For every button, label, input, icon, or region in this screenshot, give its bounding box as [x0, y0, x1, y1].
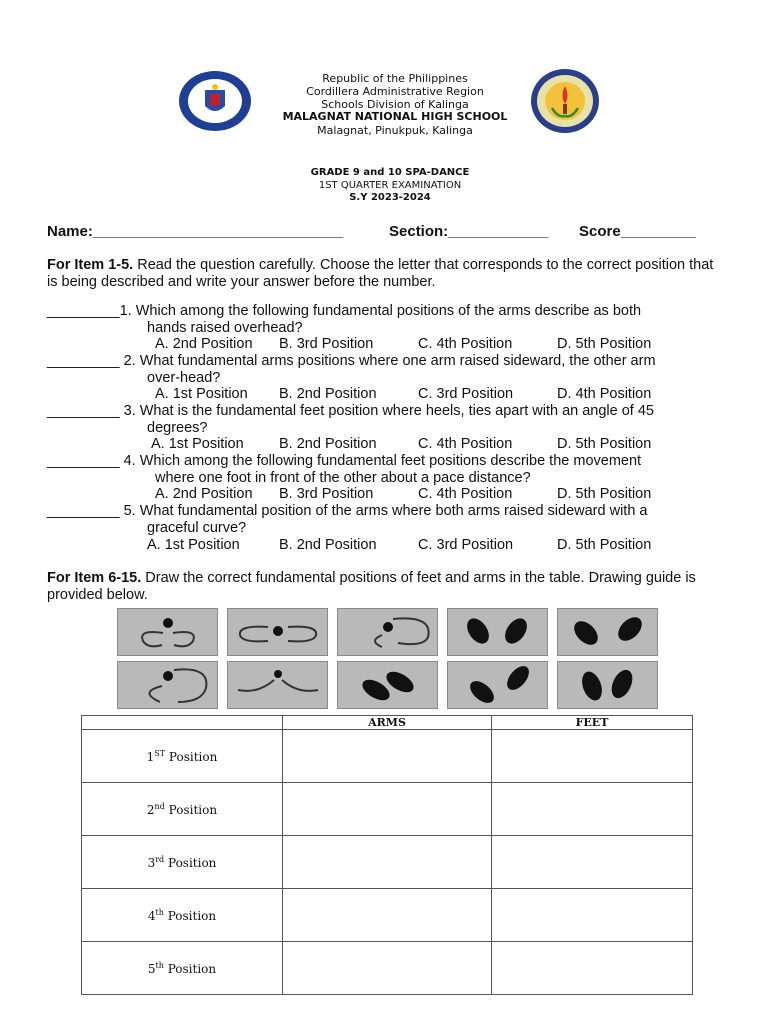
part1-instructions	[47, 257, 727, 291]
question-1-choice-a: A. 2nd Position	[155, 336, 253, 352]
row-num: 3	[147, 855, 156, 870]
header-school-name: MALAGNAT NATIONAL HIGH SCHOOL	[282, 110, 508, 123]
row-sup: rd	[155, 854, 165, 864]
question-1-stem-cont: hands raised overhead?	[147, 320, 303, 336]
feet-cell-2[interactable]	[492, 783, 693, 836]
guide-feet-position-5	[557, 661, 658, 709]
arms-cell-4[interactable]	[283, 889, 492, 942]
guide-feet-position-4	[447, 661, 548, 709]
row-label-4	[82, 889, 283, 942]
part2-text: Draw the correct fundamental positions of feet and arms in the table. Drawing guide is provided below.	[47, 570, 696, 603]
table-row	[82, 942, 693, 995]
header-address: Malagnat, Pinukpuk, Kalinga	[317, 124, 473, 137]
row-sup: th	[155, 907, 164, 917]
question-1-stem[interactable]: _________1. Which among the following fundamental positions of the arms describe as both	[47, 303, 642, 319]
question-3-stem-cont: degrees?	[147, 420, 208, 436]
positions-table	[81, 715, 693, 995]
exam-title: GRADE 9 and 10 SPA-DANCE	[310, 167, 470, 178]
question-4-stem[interactable]: _________ 4. Which among the following fundamental feet positions describe the movement	[47, 453, 642, 469]
arms-cell-3[interactable]	[283, 836, 492, 889]
row-num: 1	[146, 749, 155, 764]
table-row	[82, 730, 693, 783]
score-field[interactable]: Score_________	[579, 223, 696, 240]
header-region: Cordillera Administrative Region	[306, 85, 484, 98]
row-num: 5	[147, 961, 156, 976]
question-4-choice-b: B. 3rd Position	[279, 486, 374, 502]
question-3-choice-b: B. 2nd Position	[279, 436, 377, 452]
exam-school-year: S.Y 2023-2024	[349, 192, 431, 203]
question-4-choice-a: A. 2nd Position	[155, 486, 253, 502]
feet-cell-5[interactable]	[492, 942, 693, 995]
table-header-feet: FEET	[492, 716, 693, 730]
question-5-stem-cont: graceful curve?	[147, 520, 247, 536]
question-3-stem[interactable]: _________ 3. What is the fundamental feet position where heels, ties apart with an angle of 45	[47, 403, 654, 419]
arms-cell-2[interactable]	[283, 783, 492, 836]
table-header-arms: ARMS	[283, 716, 492, 730]
part1-label: For Item 1-5.	[47, 257, 134, 273]
row-label-5	[82, 942, 283, 995]
row-word: Position	[163, 908, 217, 923]
part1-text: Read the question carefully. Choose the letter that corresponds to the correct position that is being described and write your answer before the number.	[47, 257, 714, 290]
section-field[interactable]: Section:____________	[389, 223, 549, 240]
arms-cell-5[interactable]	[283, 942, 492, 995]
row-num: 2	[146, 802, 155, 817]
row-label-3	[82, 836, 283, 889]
question-5-choice-a: A. 1st Position	[147, 537, 240, 553]
question-4-choice-d: D. 5th Position	[557, 486, 652, 502]
guide-feet-position-1	[447, 608, 548, 656]
header-republic: Republic of the Philippines	[322, 72, 468, 85]
question-2-stem[interactable]: _________ 2. What fundamental arms positions where one arm raised sideward, the other arm	[47, 353, 656, 369]
row-sup: th	[155, 960, 164, 970]
question-5-choice-b: B. 2nd Position	[279, 537, 377, 553]
question-3-choice-d: D. 5th Position	[557, 436, 652, 452]
question-4-choice-c: C. 4th Position	[418, 486, 513, 502]
feet-cell-3[interactable]	[492, 836, 693, 889]
guide-feet-position-2	[557, 608, 658, 656]
part2-instructions	[47, 570, 727, 604]
question-2-choice-a: A. 1st Position	[155, 386, 248, 402]
name-field[interactable]: Name:______________________________	[47, 223, 344, 240]
question-1-choice-c: C. 4th Position	[418, 336, 513, 352]
question-5-stem[interactable]: _________ 5. What fundamental position of the arms where both arms raised sideward with a	[47, 503, 648, 519]
question-3-choice-a: A. 1st Position	[151, 436, 244, 452]
question-5-choice-c: C. 3rd Position	[418, 537, 514, 553]
row-word: Position	[164, 855, 217, 870]
row-sup: nd	[154, 801, 165, 811]
table-row	[82, 836, 693, 889]
guide-arms-position-2	[227, 608, 328, 656]
row-label-2	[82, 783, 283, 836]
table-header-row	[82, 716, 693, 730]
arms-cell-1[interactable]	[283, 730, 492, 783]
question-2-choice-d: D. 4th Position	[557, 386, 652, 402]
question-3-choice-c: C. 4th Position	[418, 436, 513, 452]
question-1-choice-b: B. 3rd Position	[279, 336, 374, 352]
table-header-blank	[82, 716, 283, 730]
row-num: 4	[147, 908, 156, 923]
row-sup: ST	[154, 748, 166, 758]
row-word: Position	[165, 749, 218, 764]
row-word: Position	[163, 961, 217, 976]
guide-arms-position-1	[117, 608, 218, 656]
guide-arms-position-4	[117, 661, 218, 709]
feet-cell-4[interactable]	[492, 889, 693, 942]
exam-quarter: 1ST QUARTER EXAMINATION	[318, 180, 462, 191]
guide-arms-position-5	[227, 661, 328, 709]
question-4-stem-cont: where one foot in front of the other about a pace distance?	[155, 470, 531, 486]
row-word: Position	[164, 802, 218, 817]
feet-cell-1[interactable]	[492, 730, 693, 783]
guide-feet-position-3	[337, 661, 438, 709]
guide-arms-position-3	[337, 608, 438, 656]
part2-label: For Item 6-15.	[47, 570, 142, 586]
header-division: Schools Division of Kalinga	[321, 98, 469, 111]
question-2-choice-c: C. 3rd Position	[418, 386, 514, 402]
table-row	[82, 783, 693, 836]
question-5-choice-d: D. 5th Position	[557, 537, 652, 553]
table-row	[82, 889, 693, 942]
question-2-stem-cont: over-head?	[147, 370, 221, 386]
question-2-choice-b: B. 2nd Position	[279, 386, 377, 402]
row-label-1	[82, 730, 283, 783]
question-1-choice-d: D. 5th Position	[557, 336, 652, 352]
